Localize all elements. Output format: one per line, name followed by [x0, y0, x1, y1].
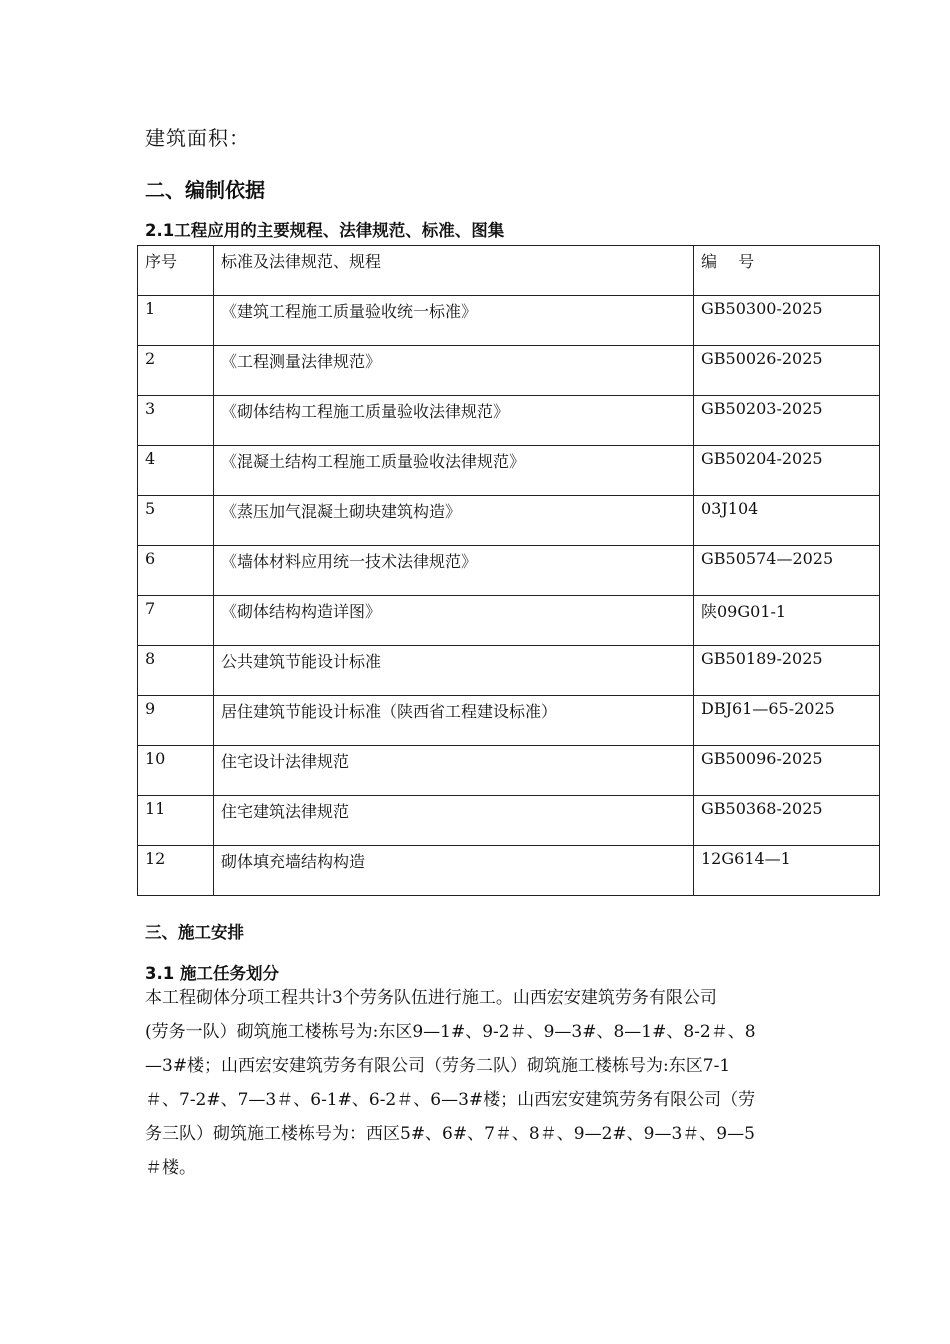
table-row	[138, 546, 880, 596]
row-index: 2	[138, 346, 214, 396]
standards-table	[137, 245, 880, 896]
row-index: 8	[138, 646, 214, 696]
row-standard: 公共建筑节能设计标准	[214, 646, 694, 696]
paragraph-line: ＃、7-2#、7—3＃、6-1#、6-2＃、6—3#楼；山西宏安建筑劳务有限公司（劳	[145, 1090, 756, 1110]
row-standard: 《砌体结构工程施工质量验收法律规范》	[214, 396, 694, 446]
row-standard: 《工程测量法律规范》	[214, 346, 694, 396]
row-standard: 《墙体材料应用统一技术法律规范》	[214, 546, 694, 596]
row-standard: 住宅建筑法律规范	[214, 796, 694, 846]
row-standard: 《建筑工程施工质量验收统一标准》	[214, 296, 694, 346]
paragraph-line: ＃楼。	[145, 1158, 196, 1178]
table-row	[138, 796, 880, 846]
paragraph-line: —3#楼；山西宏安建筑劳务有限公司（劳务二队）砌筑施工楼栋号为:东区7-1	[145, 1056, 731, 1076]
table-row	[138, 596, 880, 646]
table-row	[138, 846, 880, 896]
row-code: GB50204-2025	[694, 446, 880, 496]
row-standard: 《混凝土结构工程施工质量验收法律规范》	[214, 446, 694, 496]
table-row	[138, 496, 880, 546]
row-index: 3	[138, 396, 214, 446]
row-standard: 《蒸压加气混凝土砌块建筑构造》	[214, 496, 694, 546]
row-code: DBJ61—65-2025	[694, 696, 880, 746]
row-index: 9	[138, 696, 214, 746]
row-index: 1	[138, 296, 214, 346]
header-code: 编 号	[694, 246, 880, 296]
section-3-heading: 三、施工安排	[145, 923, 244, 942]
row-standard: 住宅设计法律规范	[214, 746, 694, 796]
row-standard: 《砌体结构构造详图》	[214, 596, 694, 646]
row-code: GB50189-2025	[694, 646, 880, 696]
section-2-1-heading: 2.1工程应用的主要规程、法律规范、标准、图集	[145, 221, 505, 240]
row-index: 12	[138, 846, 214, 896]
section-2-heading: 二、编制依据	[145, 178, 265, 202]
table-row	[138, 296, 880, 346]
row-standard: 砌体填充墙结构构造	[214, 846, 694, 896]
building-area-label: 建筑面积：	[145, 126, 250, 150]
row-index: 7	[138, 596, 214, 646]
row-index: 6	[138, 546, 214, 596]
row-index: 4	[138, 446, 214, 496]
paragraph-line: 务三队）砌筑施工楼栋号为：西区5#、6#、7＃、8＃、9—2#、9—3＃、9—5	[145, 1124, 755, 1144]
header-index: 序号	[138, 246, 214, 296]
table-row	[138, 446, 880, 496]
row-code: 陕09G01-1	[694, 596, 880, 646]
row-index: 10	[138, 746, 214, 796]
section-3-1-heading: 3.1 施工任务划分	[145, 964, 279, 983]
table-row	[138, 346, 880, 396]
row-code: GB50203-2025	[694, 396, 880, 446]
row-code: GB50300-2025	[694, 296, 880, 346]
table-header-row	[138, 246, 880, 296]
row-standard: 居住建筑节能设计标准（陕西省工程建设标准）	[214, 696, 694, 746]
table-row	[138, 646, 880, 696]
table-row	[138, 696, 880, 746]
row-code: 12G614—1	[694, 846, 880, 896]
task-division-paragraph	[145, 986, 825, 1190]
header-standard: 标准及法律规范、规程	[214, 246, 694, 296]
row-code: GB50096-2025	[694, 746, 880, 796]
row-code: 03J104	[694, 496, 880, 546]
row-code: GB50026-2025	[694, 346, 880, 396]
row-index: 11	[138, 796, 214, 846]
paragraph-line: (劳务一队）砌筑施工楼栋号为:东区9—1#、9-2＃、9—3#、8—1#、8-2＃、8	[145, 1022, 756, 1042]
paragraph-line: 本工程砌体分项工程共计3个劳务队伍进行施工。山西宏安建筑劳务有限公司	[145, 988, 717, 1008]
table-row	[138, 396, 880, 446]
row-code: GB50368-2025	[694, 796, 880, 846]
row-code: GB50574—2025	[694, 546, 880, 596]
row-index: 5	[138, 496, 214, 546]
table-row	[138, 746, 880, 796]
